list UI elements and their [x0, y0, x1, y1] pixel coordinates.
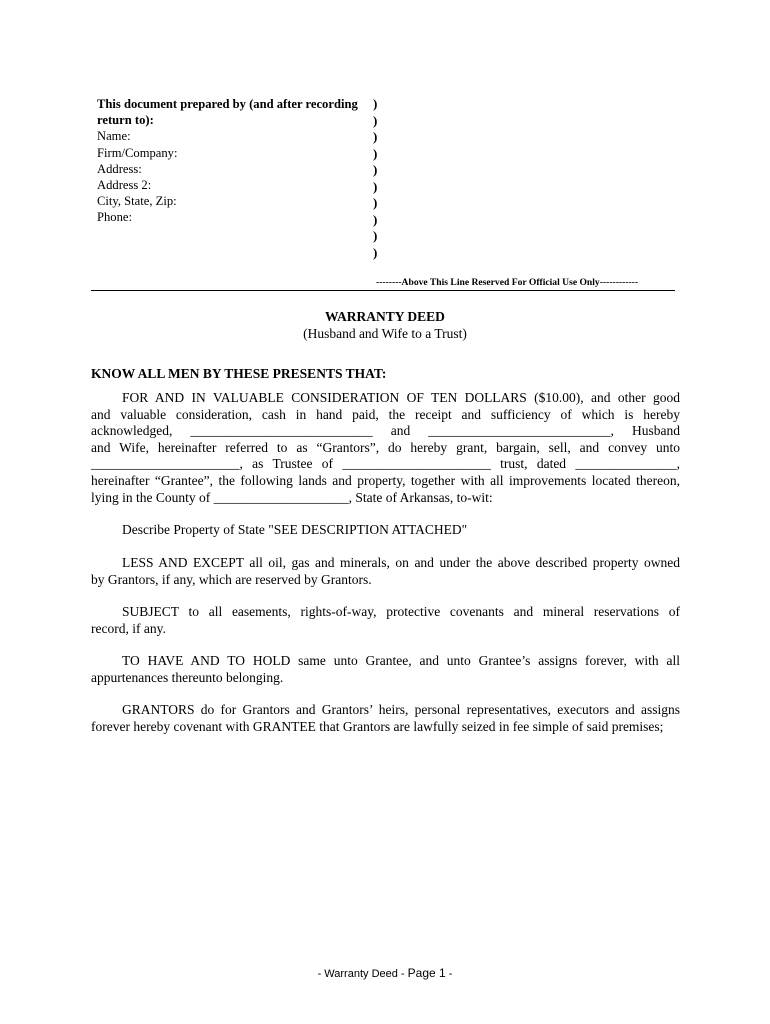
paragraph-line: and valuable consideration, cash in hand paid, the receipt and sufficiency of which is hereby: [91, 406, 680, 422]
page-footer: [0, 966, 770, 980]
paragraph-line: hereinafter “Grantee”, the following lands and property, together with all improvements located thereon,: [91, 472, 680, 488]
bracket: ): [373, 228, 378, 243]
document-title: WARRANTY DEED: [325, 309, 445, 324]
horizontal-rule: [91, 290, 675, 291]
paragraph-line: and Wife, hereinafter referred to as “Grantors”, do hereby grant, bargain, sell, and convey unto: [91, 439, 680, 455]
bracket: ): [373, 178, 378, 194]
subject-to-paragraph: [91, 604, 680, 637]
official-use-notice: --------Above This Line Reserved For Official Use Only------------: [376, 277, 639, 288]
firm-field-label: Firm/Company:: [97, 145, 178, 160]
paragraph-line: lying in the County of ____________________, State of Arkansas, to-wit:: [91, 489, 493, 505]
return-to-label: return to):: [97, 113, 154, 128]
property-description: Describe Property of State "SEE DESCRIPTION ATTACHED": [122, 522, 468, 537]
consideration-paragraph: [91, 390, 680, 506]
paragraph-line: SUBJECT to all easements, rights-of-way, protective covenants and mineral reservations of: [122, 604, 680, 619]
paragraph-line: acknowledged, ___________________________ and ___________________________, Husband: [91, 423, 680, 439]
bracket: ): [373, 145, 378, 161]
bracket: ): [373, 129, 378, 144]
footer-suffix: -: [445, 968, 453, 980]
address-field-label: Address:: [97, 161, 142, 176]
paragraph-line: GRANTORS do for Grantors and Grantors’ heirs, personal representatives, executors and assigns: [122, 702, 680, 717]
paragraph-line: forever hereby covenant with GRANTEE that Grantors are lawfully seized in fee simple of said premises;: [91, 718, 664, 734]
paragraph-line: ______________________, as Trustee of ______________________ trust, dated _______________,: [91, 456, 680, 472]
know-all-heading: KNOW ALL MEN BY THESE PRESENTS THAT:: [91, 366, 387, 381]
bracket: ): [373, 211, 378, 227]
bracket: ): [373, 112, 378, 128]
city-state-zip-field-label: City, State, Zip:: [97, 194, 177, 209]
habendum-paragraph: [91, 653, 680, 686]
footer-prefix: - Warranty Deed -: [317, 968, 408, 980]
address2-field-label: Address 2:: [97, 178, 152, 193]
document-subtitle: (Husband and Wife to a Trust): [303, 326, 467, 341]
page-number: Page 1: [407, 966, 446, 980]
bracket: ): [373, 195, 378, 210]
paragraph-line: appurtenances thereunto belonging.: [91, 669, 284, 685]
less-except-paragraph: [91, 555, 680, 588]
bracket: ): [373, 244, 378, 260]
phone-field-label: Phone:: [97, 210, 132, 225]
paragraph-line: by Grantors, if any, which are reserved by Grantors.: [91, 571, 372, 587]
paragraph-line: record, if any.: [91, 620, 166, 636]
bracket-column: [373, 96, 377, 261]
prepared-by-block: [97, 96, 377, 226]
covenant-paragraph: [91, 702, 680, 735]
paragraph-line: TO HAVE AND TO HOLD same unto Grantee, and unto Grantee’s assigns forever, with all: [122, 653, 680, 668]
paragraph-line: FOR AND IN VALUABLE CONSIDERATION OF TEN DOLLARS ($10.00), and other good: [122, 390, 680, 405]
paragraph-line: LESS AND EXCEPT all oil, gas and minerals, on and under the above described property owned: [122, 555, 680, 570]
prepared-by-label: This document prepared by (and after recording: [97, 97, 358, 111]
bracket: ): [373, 96, 378, 111]
name-field-label: Name:: [97, 129, 131, 144]
bracket: ): [373, 162, 378, 177]
